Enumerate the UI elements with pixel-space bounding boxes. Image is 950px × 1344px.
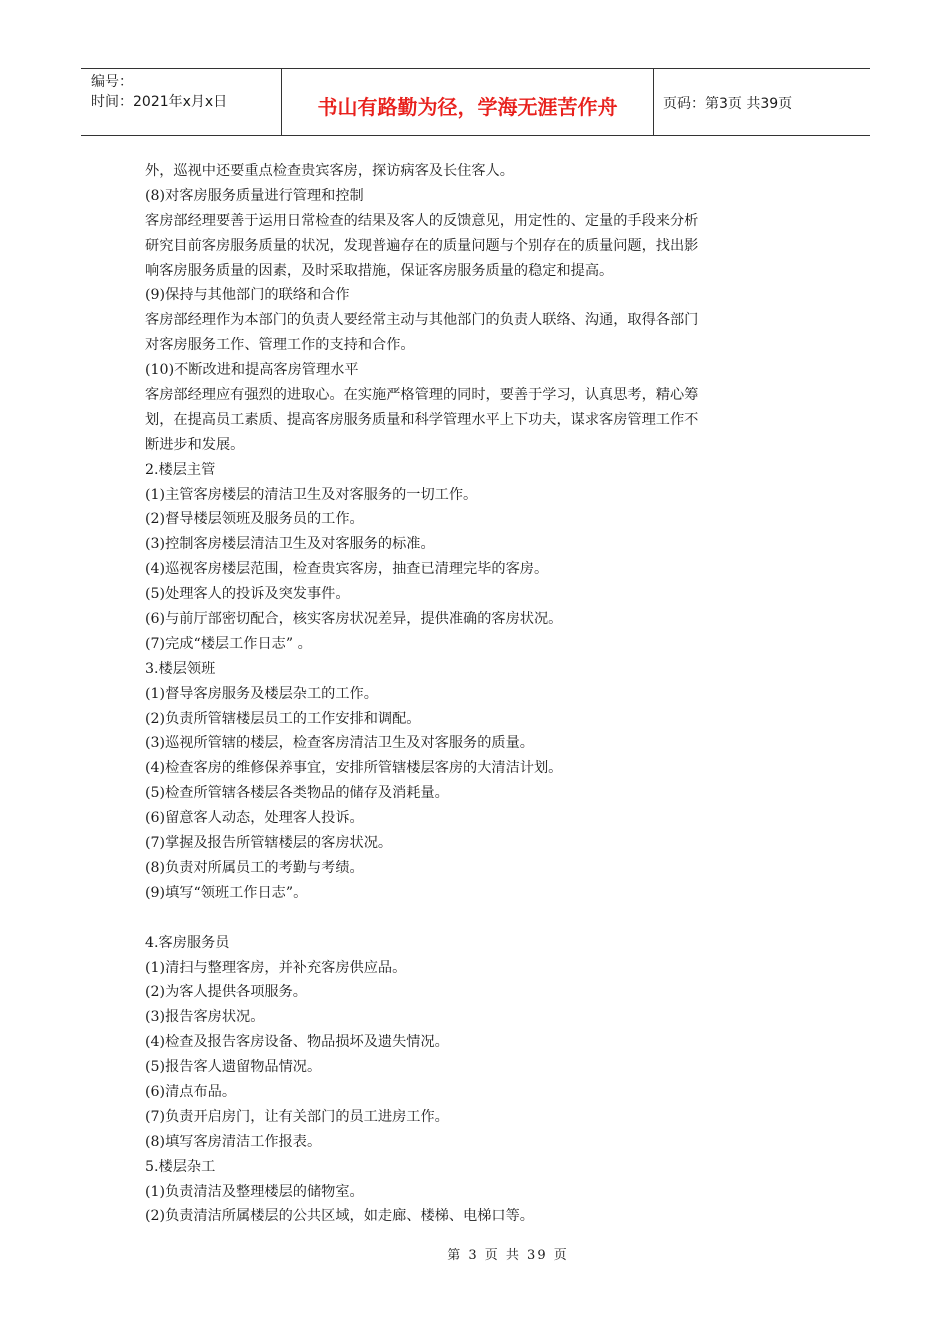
body-line: (10)不断改进和提高客房管理水平 <box>145 362 359 379</box>
body-line: (3)控制客房楼层清洁卫生及对客服务的标准。 <box>145 536 435 553</box>
date-label: 时间：2021年x月x日 <box>91 94 228 110</box>
document-body <box>145 159 815 1229</box>
body-line: (4)检查及报告客房设备、物品损坏及遗失情况。 <box>145 1034 449 1051</box>
body-line: (1)主管客房楼层的清洁卫生及对客服务的一切工作。 <box>145 486 478 503</box>
body-line: 研究目前客房服务质量的状况，发现普遍存在的质量问题与个别存在的质量问题，找出影 <box>145 237 699 254</box>
body-line: (1)督导客房服务及楼层杂工的工作。 <box>145 685 378 702</box>
body-line: (8)对客房服务质量进行管理和控制 <box>145 187 364 204</box>
body-line: (7)完成“楼层工作日志” 。 <box>145 635 312 652</box>
body-line: 对客房服务工作、管理工作的支持和合作。 <box>145 337 415 354</box>
body-line: 客房部经理应有强烈的进取心。在实施严格管理的同时，要善于学习，认真思考，精心筹 <box>145 387 699 404</box>
body-line: (1)负责清洁及整理楼层的储物室。 <box>145 1183 364 1200</box>
body-line: (9)填写“领班工作日志”。 <box>145 884 308 901</box>
body-line: 5.楼层杂工 <box>145 1158 216 1175</box>
body-line: (6)清点布品。 <box>145 1083 237 1100</box>
code-label: 编号： <box>91 74 133 90</box>
body-line: (1)清扫与整理客房，并补充客房供应品。 <box>145 959 407 976</box>
body-line: (2)督导楼层领班及服务员的工作。 <box>145 511 364 528</box>
body-line: (5)处理客人的投诉及突发事件。 <box>145 586 350 603</box>
body-line: 响客房服务质量的因素，及时采取措施，保证客房服务质量的稳定和提高。 <box>145 262 614 279</box>
header-page-info: 页码：第3页 共39页 <box>663 96 793 112</box>
body-line: (9)保持与其他部门的联络和合作 <box>145 287 350 304</box>
body-line: 外，巡视中还要重点检查贵宾客房，探访病客及长住客人。 <box>145 163 514 179</box>
header-meta <box>81 69 282 135</box>
body-line: 2.楼层主管 <box>145 461 216 478</box>
body-line: 4.客房服务员 <box>145 934 230 951</box>
body-line: (8)负责对所属员工的考勤与考绩。 <box>145 859 364 876</box>
body-line: (6)与前厅部密切配合，核实客房状况差异，提供准确的客房状况。 <box>145 611 563 628</box>
body-line: (2)负责清洁所属楼层的公共区域，如走廊、楼梯、电梯口等。 <box>145 1208 534 1225</box>
body-line: 断进步和发展。 <box>145 436 245 453</box>
body-line: (2)为客人提供各项服务。 <box>145 984 307 1001</box>
header-motto: 书山有路勤为径，学海无涯苦作舟 <box>282 69 654 135</box>
body-line: (7)负责开启房门，让有关部门的员工进房工作。 <box>145 1108 449 1125</box>
body-line: (2)负责所管辖楼层员工的工作安排和调配。 <box>145 710 421 727</box>
body-line: (7)掌握及报告所管辖楼层的客房状况。 <box>145 835 393 852</box>
body-line: (5)报告客人遗留物品情况。 <box>145 1059 322 1076</box>
body-line: (4)巡视客房楼层范围，检查贵宾客房，抽查已清理完毕的客房。 <box>145 561 549 578</box>
body-line: 3.楼层领班 <box>145 660 216 677</box>
body-line: (6)留意客人动态，处理客人投诉。 <box>145 810 364 827</box>
blank-line <box>145 906 815 931</box>
body-line: (3)巡视所管辖的楼层，检查客房清洁卫生及对客服务的质量。 <box>145 735 534 752</box>
body-line: 客房部经理要善于运用日常检查的结果及客人的反馈意见，用定性的、定量的手段来分析 <box>145 212 699 229</box>
body-line: (8)填写客房清洁工作报表。 <box>145 1133 322 1150</box>
body-line: (4)检查客房的维修保养事宜，安排所管辖楼层客房的大清洁计划。 <box>145 760 563 777</box>
body-line: (3)报告客房状况。 <box>145 1009 265 1026</box>
page-header <box>81 68 870 136</box>
body-line: 划，在提高员工素质、提高客房服务质量和科学管理水平上下功夫，谋求客房管理工作不 <box>145 411 699 428</box>
body-line: 客房部经理作为本部门的负责人要经常主动与其他部门的负责人联络、沟通，取得各部门 <box>145 312 699 329</box>
body-line: (5)检查所管辖各楼层各类物品的储存及消耗量。 <box>145 785 449 802</box>
page-footer: 第 3 页 共 39 页 <box>447 1248 569 1263</box>
